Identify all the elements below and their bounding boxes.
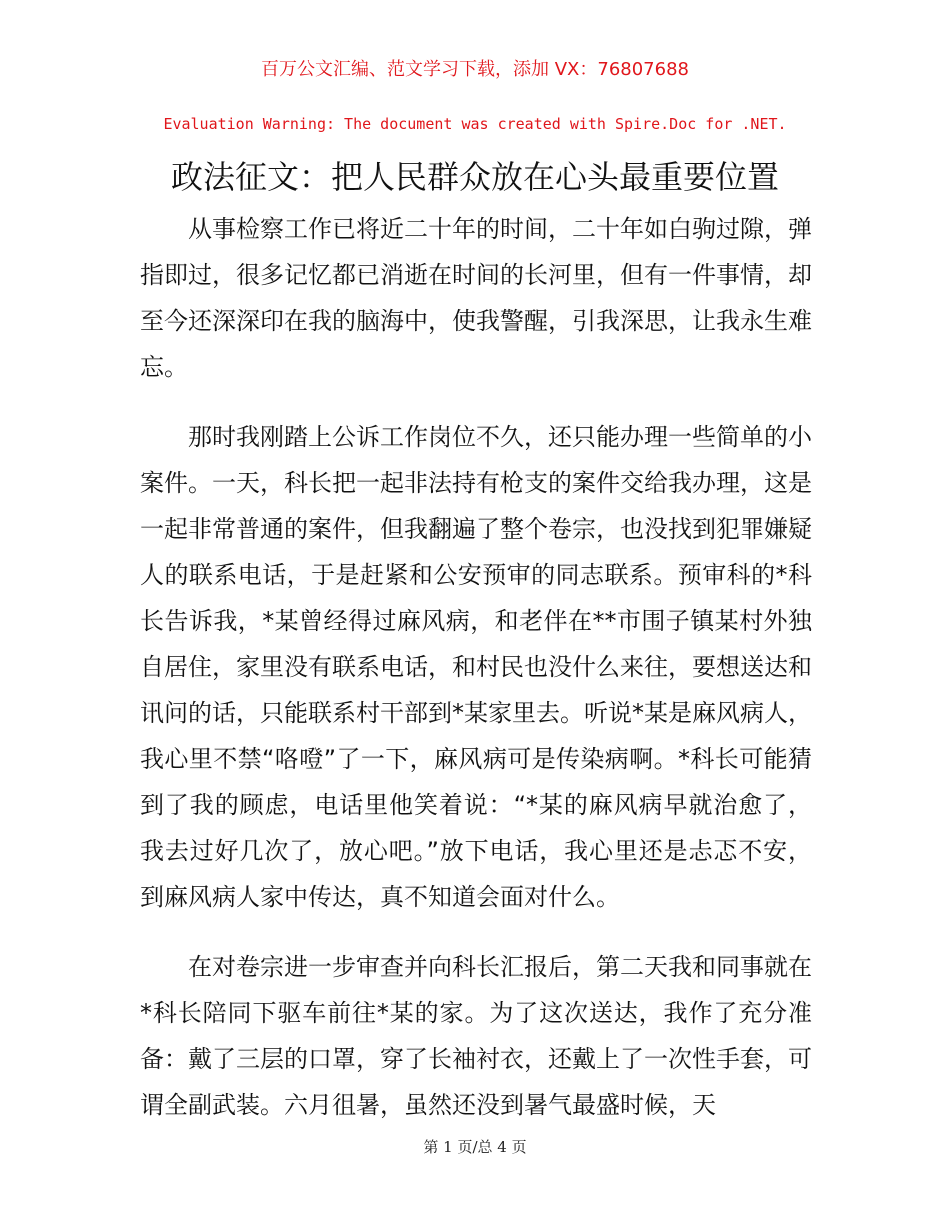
evaluation-warning: Evaluation Warning: The document was created with Spire.Doc for .NET. [163,115,787,133]
paragraph: 在对卷宗进一步审查并向科长汇报后，第二天我和同事就在*科长陪同下驱车前往*某的家。为了这次送达，我作了充分准备：戴了三层的口罩，穿了长袖衬衣，还戴上了一次性手套，可谓全副武装。六月徂暑，虽然还没到暑气最盛时候，天 [140,953,812,1119]
paragraph: 从事检察工作已将近二十年的时间，二十年如白驹过隙，弹指即过，很多记忆都已消逝在时间的长河里，但有一件事情，却至今还深深印在我的脑海中，使我警醒，引我深思，让我永生难忘。 [140,215,812,381]
header-ad-text: 百万公文汇编、范文学习下载，添加 VX：76807688 [261,59,689,80]
document-title: 政法征文：把人民群众放在心头最重要位置 [170,158,779,196]
document-body [140,206,812,1152]
page-number: 第 1 页/总 4 页 [423,1138,527,1156]
paragraph: 那时我刚踏上公诉工作岗位不久，还只能办理一些简单的小案件。一天，科长把一起非法持有枪支的案件交给我办理，这是一起非常普通的案件，但我翻遍了整个卷宗，也没找到犯罪嫌疑人的联系电话，于是赶紧和公安预审的同志联系。预审科的*科长告诉我，*某曾经得过麻风病，和老伴在**市围子镇某村外独自居住，家里没有联系电话，和村民也没什么来往，要想送达和讯问的话，只能联系村干部到*某家里去。听说*某是麻风病人，我心里不禁“咯噔”了一下，麻风病可是传染病啊。*科长可能猜到了我的顾虑，电话里他笑着说：“*某的麻风病早就治愈了，我去过好几次了，放心吧。”放下电话，我心里还是忐忑不安，到麻风病人家中传达，真不知道会面对什么。 [140,423,812,911]
